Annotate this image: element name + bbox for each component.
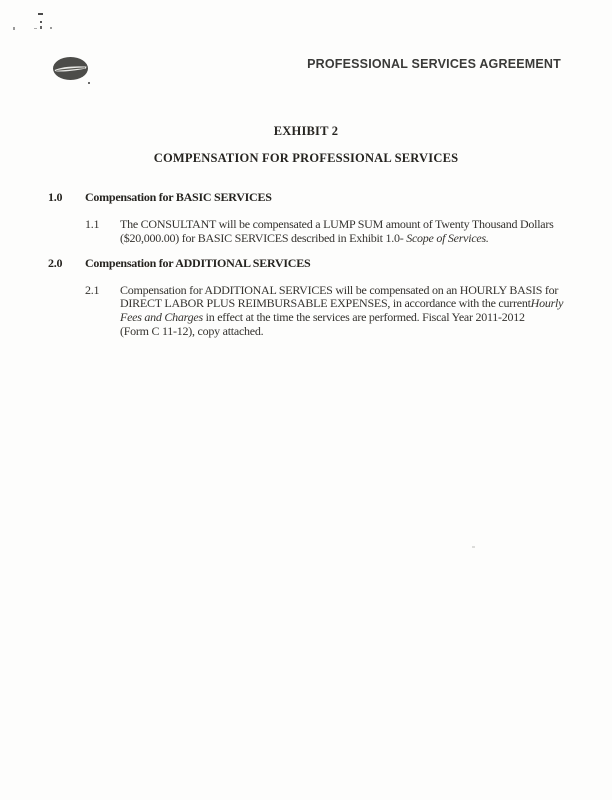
- section-1: [48, 191, 564, 245]
- clause-text: [120, 282, 564, 339]
- section-number: 1.0: [48, 190, 63, 204]
- section-1-heading-row: [48, 191, 564, 205]
- text-line: DIRECT LABOR PLUS REIMBURSABLE EXPENSES, in accordance with the currentHourly: [120, 296, 564, 311]
- scan-artifact: [40, 21, 42, 23]
- text-line: (Form C 11-12), copy attached.: [120, 324, 264, 339]
- text-line: Compensation for ADDITIONAL SERVICES will be compensated on an HOURLY BASIS for: [120, 282, 559, 297]
- scan-artifact: [472, 546, 475, 548]
- clause-2-1: [85, 284, 564, 339]
- scan-artifact: [88, 82, 90, 84]
- document-body: [48, 191, 564, 350]
- clause-1-1: [85, 218, 564, 246]
- scan-artifact: [50, 27, 52, 29]
- scan-artifact: [40, 26, 42, 29]
- section-2: [48, 257, 564, 339]
- oval-seal-logo: [52, 56, 89, 81]
- scan-artifact: [34, 28, 37, 29]
- section-heading: Compensation for BASIC SERVICES: [85, 190, 272, 204]
- section-heading: Compensation for ADDITIONAL SERVICES: [85, 255, 311, 270]
- scan-artifact: [38, 13, 43, 15]
- section-2-heading-row: [48, 257, 564, 271]
- page-title: COMPENSATION FOR PROFESSIONAL SERVICES: [153, 151, 459, 165]
- document-header-title: PROFESSIONAL SERVICES AGREEMENT: [307, 57, 561, 71]
- scan-artifact: [13, 27, 15, 30]
- clause-text: [120, 218, 561, 246]
- text-line: ($20,000.00) for BASIC SERVICES described in Exhibit 1.0- Scope of Services.: [120, 230, 489, 245]
- text-line: The CONSULTANT will be compensated a LUMP SUM amount of Twenty Thousand Dollars: [120, 216, 554, 231]
- exhibit-heading: EXHIBIT 2: [273, 124, 339, 138]
- text-line: Fees and Charges in effect at the time the services are performed. Fiscal Year 2011-2012: [120, 310, 525, 325]
- clause-number: 2.1: [85, 282, 100, 297]
- clause-number: 1.1: [85, 216, 100, 231]
- section-number: 2.0: [48, 255, 63, 270]
